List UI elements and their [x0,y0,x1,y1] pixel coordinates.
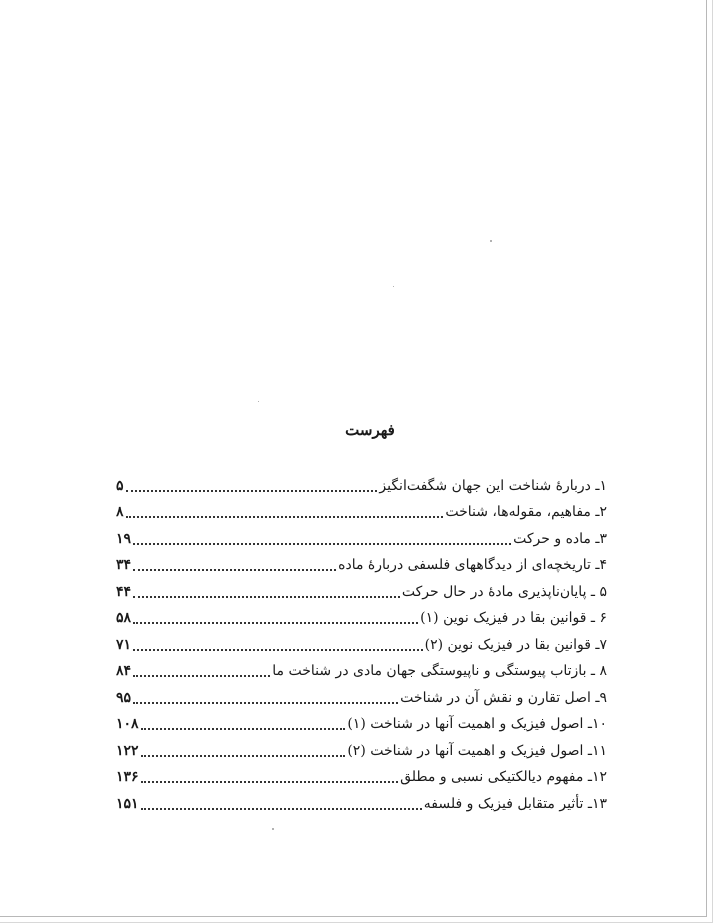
dot-leader [133,649,423,651]
dot-leader [141,808,422,810]
toc-entry-text: ۶ ـ قوانین بقا در فیزیک نوین (۱) [420,610,607,626]
dot-leader [133,675,270,677]
toc-list [116,470,607,815]
toc-entry-12 [116,762,607,789]
dot-leader [141,728,346,730]
scan-speck [258,401,259,402]
toc-entry-page: ۸۴ [116,663,132,679]
toc-entry-7 [116,629,607,656]
dot-leader [133,569,336,571]
scan-speck [490,240,492,242]
toc-entry-3 [116,523,607,550]
toc-entry-2 [116,497,607,524]
dot-leader [126,516,444,518]
toc-entry-page: ۴۴ [116,583,132,600]
dot-leader [141,755,346,757]
dot-leader [133,543,511,545]
toc-entry-text: ۱۳ـ تأثیر متقابل فیزیک و فلسفه [423,795,607,812]
toc-entry-page: ۱۳۶ [116,769,139,785]
toc-entry-1 [116,470,607,497]
toc-entry-10 [116,709,607,736]
toc-entry-page: ۱۹ [116,530,132,547]
toc-entry-text: ۳ـ ماده و حرکت [513,530,607,547]
toc-entry-page: ۱۲۲ [116,742,139,759]
toc-entry-page: ۹۵ [116,689,132,706]
toc-entry-text: ۱۰ـ اصول فیزیک و اهمیت آنها در شناخت (۱) [347,716,607,732]
toc-entry-page: ۸ [116,504,124,520]
toc-entry-text: ۵ ـ پایان‌ناپذیری مادهٔ در حال حرکت [401,583,607,600]
scan-speck [272,828,274,830]
toc-entry-text: ۸ ـ بازتاب پیوستگی و ناپیوستگی جهان مادی در شناخت ما [272,663,607,679]
toc-entry-page: ۷۱ [116,636,132,653]
dot-leader [133,622,418,624]
toc-title: فهرست [345,421,395,439]
scan-speck [393,286,394,287]
toc-entry-page: ۵ [116,477,124,494]
toc-entry-6 [116,603,607,630]
toc-entry-text: ۴ـ تاریخچه‌ای از دیدگاههای فلسفی دربارهٔ ماده [338,557,607,573]
toc-entry-text: ۱۱ـ اصول فیزیک و اهمیت آنها در شناخت (۲) [347,742,607,759]
toc-entry-text: ۲ـ مفاهیم، مقوله‌ها، شناخت [445,504,607,520]
toc-entry-text: ۱ـ دربارهٔ شناخت این جهان شگفت‌انگیز [379,477,607,494]
dot-leader [133,702,398,704]
toc-entry-text: ۱۲ـ مفهوم دیالکتیکی نسبی و مطلق [400,769,607,785]
toc-entry-11 [116,735,607,762]
dot-leader [141,781,399,783]
toc-entry-13 [116,788,607,815]
toc-entry-text: ۷ـ قوانین بقا در فیزیک نوین (۲) [424,636,607,653]
toc-entry-4 [116,550,607,577]
toc-entry-8 [116,656,607,683]
toc-entry-page: ۵۸ [116,610,132,626]
dot-leader [133,596,400,598]
toc-entry-page: ۱۰۸ [116,716,139,732]
toc-entry-page: ۱۵۱ [116,795,139,812]
dot-leader [126,490,378,492]
toc-entry-text: ۹ـ اصل تقارن و نقش آن در شناخت [400,689,607,706]
toc-entry-page: ۳۴ [116,557,132,573]
toc-entry-9 [116,682,607,709]
toc-entry-5 [116,576,607,603]
